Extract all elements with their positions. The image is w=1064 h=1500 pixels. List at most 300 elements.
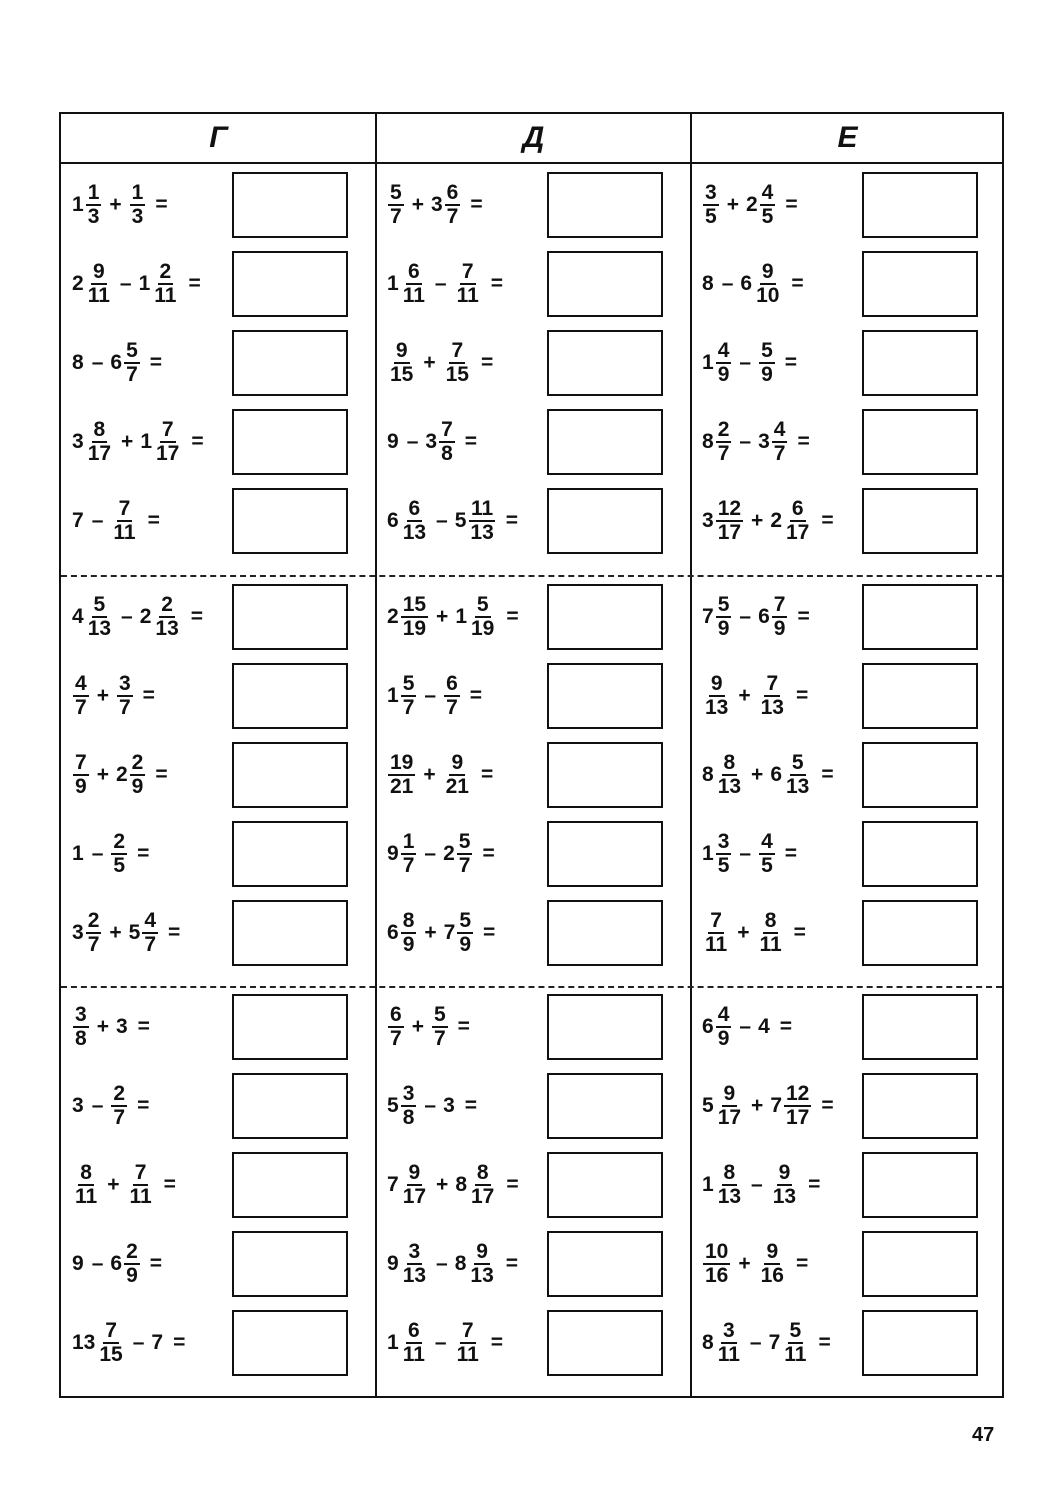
exercise-row [61, 994, 361, 1060]
answer-box[interactable] [232, 1231, 348, 1297]
fraction [716, 594, 732, 640]
exercise-expression [387, 1152, 519, 1218]
fraction [152, 261, 178, 307]
denominator: 11 [113, 521, 136, 544]
numerator: 4 [773, 418, 786, 441]
answer-box[interactable] [862, 1073, 978, 1139]
denominator: 13 [470, 1264, 494, 1287]
numerator: 9 [723, 1082, 736, 1105]
whole-number: 4 [758, 1015, 770, 1038]
fraction [432, 1004, 448, 1050]
equals-sign: = [457, 1015, 470, 1038]
equals-sign: = [480, 763, 494, 786]
numerator: 1 [131, 181, 144, 204]
operator: – [749, 1331, 762, 1354]
exercise-expression [387, 330, 493, 396]
operator: + [436, 1173, 449, 1196]
exercise-expression [702, 742, 834, 808]
denominator: 19 [471, 617, 495, 640]
fraction [716, 831, 732, 877]
denominator: 21 [445, 775, 469, 798]
exercise-row [376, 488, 676, 554]
exercise-expression [702, 994, 792, 1060]
numerator: 2 [131, 751, 144, 774]
numerator: 2 [87, 909, 100, 932]
numerator: 4 [144, 909, 157, 932]
operator: – [91, 842, 104, 865]
exercise-row [61, 409, 361, 475]
fraction [444, 340, 471, 386]
numerator: 4 [717, 339, 730, 362]
whole-number: 3 [72, 430, 84, 453]
fraction [703, 673, 730, 719]
equals-sign: = [808, 1173, 821, 1196]
numerator: 7 [105, 1319, 117, 1342]
answer-box[interactable] [547, 900, 663, 966]
denominator: 8 [402, 1106, 415, 1129]
denominator: 13 [705, 696, 729, 719]
answer-box[interactable] [862, 1310, 978, 1376]
numerator: 3 [408, 1240, 421, 1263]
numerator: 3 [722, 1319, 735, 1342]
numerator: 9 [92, 260, 105, 283]
fraction [401, 1083, 417, 1129]
fraction [388, 752, 415, 798]
answer-box[interactable] [547, 1231, 663, 1297]
answer-box[interactable] [547, 172, 663, 238]
fraction [73, 1004, 89, 1050]
operator: – [739, 605, 752, 628]
exercise-row [61, 1231, 361, 1297]
numerator: 2 [161, 593, 173, 616]
fraction [716, 419, 732, 465]
operator: – [434, 272, 447, 295]
whole-number: 8 [702, 763, 714, 786]
answer-box[interactable] [547, 488, 663, 554]
denominator: 11 [456, 284, 479, 307]
operator: – [121, 605, 133, 628]
whole-number: 1 [455, 605, 467, 628]
numerator: 15 [402, 593, 427, 616]
equals-sign: = [779, 1015, 793, 1038]
exercise-row [61, 584, 361, 650]
fraction [444, 752, 471, 798]
denominator: 16 [760, 1264, 784, 1287]
exercise-expression [387, 488, 518, 554]
whole-number: 2 [139, 605, 152, 628]
equals-sign: = [137, 1094, 150, 1117]
whole-number: 2 [745, 193, 758, 216]
answer-box[interactable] [862, 409, 978, 475]
exercise-expression [702, 251, 804, 317]
answer-box[interactable] [862, 488, 978, 554]
exercise-row [691, 1152, 991, 1218]
denominator: 13 [155, 617, 179, 640]
exercise-expression [72, 1152, 176, 1218]
fraction [86, 419, 113, 465]
fraction [759, 1241, 786, 1287]
whole-number: 3 [72, 1094, 84, 1117]
fraction [716, 1162, 743, 1208]
exercise-expression [387, 172, 483, 238]
denominator: 9 [717, 1027, 730, 1050]
answer-box[interactable] [547, 1152, 663, 1218]
fraction [73, 1162, 99, 1208]
answer-box[interactable] [547, 409, 663, 475]
denominator: 9 [75, 775, 87, 798]
answer-box[interactable] [862, 663, 978, 729]
whole-number: 2 [115, 763, 128, 786]
whole-number: 6 [387, 921, 399, 944]
exercise-row [376, 663, 676, 729]
whole-number: 8 [702, 430, 714, 453]
fraction [401, 1320, 427, 1366]
whole-number: 3 [115, 1015, 128, 1038]
exercise-row [376, 1152, 676, 1218]
exercise-expression [72, 172, 168, 238]
fraction [703, 910, 729, 956]
equals-sign: = [793, 921, 806, 944]
equals-sign: = [142, 684, 155, 707]
numerator: 6 [446, 181, 459, 204]
whole-number: 5 [387, 1094, 399, 1117]
answer-box[interactable] [232, 1310, 348, 1376]
answer-box[interactable] [232, 584, 348, 650]
denominator: 3 [131, 205, 144, 228]
whole-number: 1 [387, 272, 399, 295]
numerator: 1 [402, 830, 415, 853]
fraction [401, 594, 428, 640]
answer-box[interactable] [232, 1152, 348, 1218]
equals-sign: = [149, 351, 163, 374]
whole-number: 9 [387, 842, 399, 865]
denominator: 7 [402, 696, 415, 719]
answer-box[interactable] [862, 251, 978, 317]
exercise-row [376, 409, 676, 475]
fraction [86, 182, 102, 228]
whole-number: 6 [110, 1252, 123, 1275]
denominator: 11 [402, 284, 425, 307]
exercise-expression [702, 1152, 820, 1218]
numerator: 6 [390, 1003, 402, 1026]
operator: – [424, 1094, 437, 1117]
numerator: 5 [791, 751, 804, 774]
exercise-expression [72, 409, 204, 475]
exercise-expression [72, 900, 180, 966]
whole-number: 2 [770, 509, 782, 532]
fraction [124, 340, 140, 386]
equals-sign: = [482, 842, 495, 865]
numerator: 9 [761, 260, 774, 283]
fraction [117, 673, 133, 719]
answer-box[interactable] [232, 1073, 348, 1139]
denominator: 10 [756, 284, 780, 307]
denominator: 8 [441, 442, 453, 465]
answer-box[interactable] [232, 172, 348, 238]
whole-number: 8 [454, 1252, 467, 1275]
operator: – [434, 1331, 447, 1354]
exercise-row [376, 584, 676, 650]
exercise-expression [387, 821, 495, 887]
equals-sign: = [821, 1094, 834, 1117]
fraction [455, 261, 481, 307]
operator: + [107, 1173, 120, 1196]
fraction [111, 1083, 127, 1129]
answer-box[interactable] [232, 330, 348, 396]
denominator: 15 [390, 363, 414, 386]
numerator: 4 [761, 830, 773, 853]
exercise-row [376, 1310, 676, 1376]
whole-number: 1 [138, 272, 151, 295]
answer-box[interactable] [862, 330, 978, 396]
fraction [757, 910, 783, 956]
fraction [716, 498, 743, 544]
fraction [86, 594, 113, 640]
equals-sign: = [155, 193, 168, 216]
answer-box[interactable] [862, 584, 978, 650]
whole-number: 7 [387, 1173, 399, 1196]
whole-number: 1 [140, 430, 152, 453]
numerator: 9 [778, 1161, 791, 1184]
denominator: 13 [87, 617, 112, 640]
answer-box[interactable] [232, 488, 348, 554]
exercise-expression [387, 900, 495, 966]
whole-number: 3 [430, 193, 443, 216]
answer-box[interactable] [862, 900, 978, 966]
numerator: 8 [93, 418, 106, 441]
numerator: 3 [75, 1003, 87, 1026]
fraction [439, 419, 455, 465]
answer-box[interactable] [232, 251, 348, 317]
numerator: 4 [761, 181, 774, 204]
denominator: 11 [87, 284, 110, 307]
fraction [457, 910, 473, 956]
numerator: 6 [791, 497, 804, 520]
numerator: 5 [717, 593, 730, 616]
exercise-expression [387, 663, 482, 729]
whole-number: 3 [72, 921, 84, 944]
exercise-expression [702, 172, 798, 238]
numerator: 8 [723, 1161, 736, 1184]
operator: – [739, 430, 752, 453]
answer-box[interactable] [862, 821, 978, 887]
denominator: 7 [390, 1027, 402, 1050]
answer-box[interactable] [232, 663, 348, 729]
equals-sign: = [168, 921, 181, 944]
fraction [716, 1083, 743, 1129]
denominator: 5 [113, 854, 126, 877]
exercise-expression [72, 1073, 149, 1139]
numerator: 5 [459, 909, 472, 932]
denominator: 11 [456, 1343, 479, 1366]
whole-number: 5 [702, 1094, 714, 1117]
answer-box[interactable] [862, 742, 978, 808]
operator: + [423, 351, 436, 374]
answer-box[interactable] [547, 330, 663, 396]
whole-number: 7 [443, 921, 456, 944]
whole-number: 6 [770, 763, 782, 786]
fraction [97, 1320, 124, 1366]
numerator: 7 [75, 751, 87, 774]
numerator: 8 [80, 1161, 92, 1184]
exercise-row [61, 742, 361, 808]
denominator: 5 [705, 205, 717, 228]
fraction [759, 831, 775, 877]
fraction [142, 910, 158, 956]
equals-sign: = [490, 1331, 504, 1354]
operator: – [91, 1252, 104, 1275]
denominator: 9 [459, 933, 472, 956]
denominator: 7 [113, 1106, 126, 1129]
fraction [111, 498, 137, 544]
exercise-row [376, 1231, 676, 1297]
exercise-row [376, 821, 676, 887]
operator: – [91, 351, 104, 374]
equals-sign: = [469, 684, 483, 707]
whole-number: 1 [702, 351, 714, 374]
denominator: 11 [154, 284, 177, 307]
numerator: 5 [458, 830, 471, 853]
answer-box[interactable] [547, 251, 663, 317]
fraction [130, 752, 146, 798]
fraction [772, 419, 788, 465]
denominator: 9 [131, 775, 144, 798]
answer-box[interactable] [232, 821, 348, 887]
exercise-expression [702, 1073, 834, 1139]
numerator: 9 [766, 1240, 779, 1263]
equals-sign: = [821, 509, 834, 532]
denominator: 7 [446, 696, 458, 719]
fraction [782, 1320, 808, 1366]
answer-box[interactable] [232, 409, 348, 475]
equals-sign: = [190, 605, 204, 628]
operator: + [96, 1015, 109, 1038]
operator: – [132, 1331, 145, 1354]
denominator: 11 [705, 933, 728, 956]
answer-box[interactable] [547, 742, 663, 808]
whole-number: 6 [702, 1015, 714, 1038]
operator: – [119, 272, 132, 295]
fraction [716, 1320, 742, 1366]
operator: – [424, 684, 437, 707]
answer-box[interactable] [547, 821, 663, 887]
denominator: 9 [773, 617, 786, 640]
operator: – [424, 842, 437, 865]
equals-sign: = [821, 763, 834, 786]
denominator: 21 [390, 775, 414, 798]
fraction [401, 831, 417, 877]
exercise-row [61, 251, 361, 317]
operator: + [751, 509, 764, 532]
denominator: 17 [786, 521, 810, 544]
equals-sign: = [797, 430, 810, 453]
denominator: 7 [433, 1027, 446, 1050]
equals-sign: = [795, 1252, 809, 1275]
answer-box[interactable] [862, 994, 978, 1060]
operator: – [91, 1094, 104, 1117]
denominator: 17 [87, 442, 112, 465]
exercise-row [61, 1310, 361, 1376]
whole-number: 3 [425, 430, 438, 453]
whole-number: 8 [702, 1331, 714, 1354]
operator: + [109, 193, 122, 216]
fraction [444, 673, 460, 719]
whole-number: 1 [72, 193, 84, 216]
answer-box[interactable] [862, 1231, 978, 1297]
fraction [455, 1320, 481, 1366]
answer-box[interactable] [547, 1073, 663, 1139]
exercise-expression [387, 584, 519, 650]
answer-box[interactable] [547, 994, 663, 1060]
answer-box[interactable] [547, 663, 663, 729]
denominator: 15 [99, 1343, 123, 1366]
denominator: 17 [717, 521, 742, 544]
equals-sign: = [188, 272, 201, 295]
fraction [784, 752, 811, 798]
denominator: 5 [717, 854, 730, 877]
fraction [703, 1241, 730, 1287]
numerator: 7 [710, 909, 722, 932]
numerator: 7 [773, 593, 786, 616]
exercise-row [376, 172, 676, 238]
numerator: 19 [390, 751, 414, 774]
numerator: 2 [126, 1240, 138, 1263]
exercise-row [61, 172, 361, 238]
exercise-expression [72, 584, 203, 650]
numerator: 3 [118, 672, 131, 695]
numerator: 5 [476, 593, 489, 616]
answer-box[interactable] [232, 900, 348, 966]
equals-sign: = [818, 1331, 831, 1354]
denominator: 7 [144, 933, 157, 956]
denominator: 13 [402, 1264, 427, 1287]
denominator: 13 [760, 696, 784, 719]
numerator: 5 [390, 181, 402, 204]
worksheet-table [59, 112, 1004, 1398]
fraction [401, 1162, 428, 1208]
denominator: 13 [470, 521, 494, 544]
denominator: 8 [75, 1027, 87, 1050]
answer-box[interactable] [862, 1152, 978, 1218]
answer-box[interactable] [547, 584, 663, 650]
numerator: 7 [451, 339, 464, 362]
numerator: 3 [402, 1082, 415, 1105]
answer-box[interactable] [862, 172, 978, 238]
numerator: 7 [441, 418, 453, 441]
numerator: 8 [476, 1161, 489, 1184]
denominator: 13 [402, 521, 427, 544]
denominator: 7 [126, 363, 138, 386]
whole-number: 6 [110, 351, 123, 374]
operator: + [423, 763, 436, 786]
numerator: 7 [134, 1161, 147, 1184]
column-header-e: Е [691, 114, 1004, 164]
answer-box[interactable] [547, 1310, 663, 1376]
equals-sign: = [795, 684, 809, 707]
whole-number: 7 [151, 1331, 164, 1354]
numerator: 11 [471, 497, 494, 520]
equals-sign: = [505, 1252, 519, 1275]
fraction [401, 1241, 428, 1287]
exercise-row [61, 900, 361, 966]
answer-box[interactable] [232, 742, 348, 808]
operator: – [91, 509, 104, 532]
answer-box[interactable] [232, 994, 348, 1060]
whole-number: 1 [702, 1173, 714, 1196]
numerator: 5 [433, 1003, 446, 1026]
numerator: 2 [113, 1082, 126, 1105]
numerator: 5 [402, 672, 415, 695]
